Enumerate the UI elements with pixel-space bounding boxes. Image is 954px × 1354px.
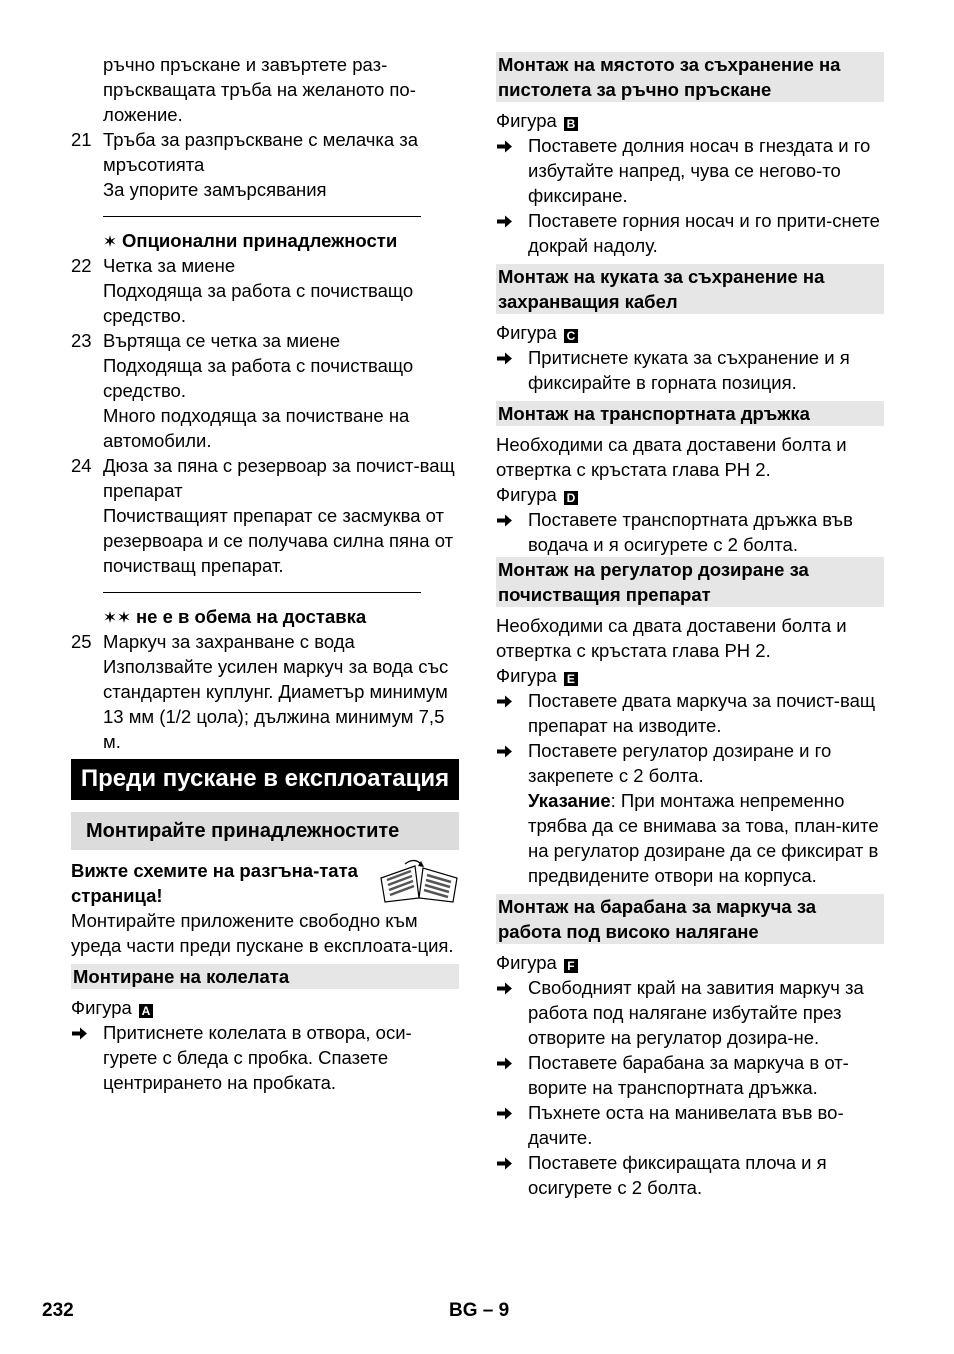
- see-schemes-block: [71, 858, 459, 908]
- figure-ref: Фигура B: [496, 108, 884, 133]
- item-text: Подходяща за работа с почистващо средство.: [103, 355, 414, 401]
- figure-ref: Фигура D: [496, 482, 884, 507]
- arrow-right-icon: [496, 738, 528, 788]
- divider: [103, 216, 421, 217]
- item-text: Почистващият препарат се засмуква от резервоара и се получава силна пяна от почистващ препарат.: [103, 505, 454, 576]
- left-column: [71, 52, 459, 1095]
- step: Пъхнете оста на манивелата във во-дачите.: [496, 1100, 884, 1150]
- item-text: За упорите замърсявания: [103, 179, 327, 200]
- arrow-right-icon: [496, 1050, 528, 1100]
- asterisk-icon: [103, 234, 117, 248]
- section-intro: Необходими са двата доставени болта и отвертка с кръстата глава PH 2.: [496, 615, 847, 661]
- subchapter-title: Монтирайте принадлежностите: [71, 812, 459, 850]
- chapter-title: Преди пускане в експлоатация: [71, 759, 459, 800]
- figure-ref: Фигура A: [71, 995, 459, 1020]
- foldout-book-icon: [377, 858, 459, 904]
- not-included-heading: не е в обема на доставка: [71, 604, 459, 629]
- step: Свободният край на завития маркуч за работа под налягане избутайте през отворите на регулатор дозира-не.: [496, 975, 884, 1050]
- item-number: 22: [71, 255, 92, 276]
- figure-letter-icon: E: [564, 672, 578, 686]
- list-item-22: [71, 253, 459, 278]
- see-schemes-text: Вижте схемите на разгъна-тата страница!: [71, 860, 358, 906]
- asterisk-icon: [117, 610, 131, 624]
- note: Указание: При монтажа непременно трябва да се внимава за това, план-ките на регулатор дозиране да се фиксират в предвидените отвори на корпуса.: [528, 790, 879, 886]
- arrow-right-icon: [496, 975, 528, 1050]
- list-item-21: [71, 127, 459, 177]
- section-heading-wheels: Монтиране на колелата: [71, 964, 459, 989]
- arrow-right-icon: [496, 208, 528, 258]
- section-heading-handle: Монтаж на транспортната дръжка: [496, 401, 884, 426]
- section-heading-dosing: Монтаж на регулатор дозиране за почистващия препарат: [496, 557, 884, 607]
- note-label: Указание: [528, 790, 611, 811]
- step: Поставете горния носач и го прити-снете докрай надолу.: [496, 208, 884, 258]
- step: Притиснете колелата в отвора, оси-гурете с бледа с пробка. Спазете центрирането на пробката.: [71, 1020, 459, 1095]
- item-text: Много подходяща за почистване на автомобили.: [103, 405, 410, 451]
- list-item-24: [71, 453, 459, 503]
- section-intro: Необходими са двата доставени болта и отвертка с кръстата глава PH 2.: [496, 434, 847, 480]
- item-title: Тръба за разпръскване с мелачка за мръсотията: [103, 129, 419, 175]
- item-number: 23: [71, 330, 92, 351]
- item-title: Маркуч за захранване с вода: [103, 631, 355, 652]
- step: Поставете двата маркуча за почист-ващ препарат на изводите.: [496, 688, 884, 738]
- section-heading-cable-hook: Монтаж на куката за съхранение на захранващия кабел: [496, 264, 884, 314]
- continued-text: ръчно пръскане и завъртете раз-пръскващата тръба на желаното по-ложение.: [103, 54, 416, 125]
- figure-letter-icon: D: [564, 491, 578, 505]
- figure-letter-icon: C: [564, 329, 578, 343]
- step: Поставете транспортната дръжка във водача и я осигурете с 2 болта.: [496, 507, 884, 557]
- step: Притиснете куката за съхранение и я фиксирайте в горната позиция.: [496, 345, 884, 395]
- arrow-right-icon: [496, 1150, 528, 1200]
- list-item-25: [71, 629, 459, 654]
- figure-letter-icon: F: [564, 959, 578, 973]
- arrow-right-icon: [496, 133, 528, 208]
- arrow-right-icon: [496, 345, 528, 395]
- figure-letter-icon: A: [139, 1004, 153, 1018]
- step: Поставете барабана за маркуча в от-ворите на транспортната дръжка.: [496, 1050, 884, 1100]
- item-text: Подходяща за работа с почистващо средство.: [103, 280, 414, 326]
- optional-accessories-heading: Опционални принадлежности: [71, 228, 459, 253]
- item-number: 24: [71, 455, 92, 476]
- item-text: Използвайте усилен маркуч за вода със стандартен куплунг. Диаметър минимум 13 мм (1/2 цола); дължина минимум 7,5 м.: [103, 656, 449, 752]
- figure-ref: Фигура E: [496, 663, 884, 688]
- step: Поставете долния носач в гнездата и го избутайте напред, чува се негово-то фиксиране.: [496, 133, 884, 208]
- item-title: Четка за миене: [103, 255, 236, 276]
- figure-ref: Фигура F: [496, 950, 884, 975]
- intro-text: Монтирайте приложените свободно към уреда части преди пускане в експлоата-ция.: [71, 910, 454, 956]
- right-column: [496, 52, 884, 1200]
- section-heading-gun-holder: Монтаж на мястото за съхранение на пистолета за ръчно пръскане: [496, 52, 884, 102]
- arrow-right-icon: [496, 1100, 528, 1150]
- step: Поставете регулатор дозиране и го закрепете с 2 болта.: [496, 738, 884, 788]
- section-heading-drum: Монтаж на барабана за маркуча за работа под високо налягане: [496, 894, 884, 944]
- language-page-label: BG – 9: [449, 1300, 510, 1321]
- page-number: 232: [42, 1300, 74, 1321]
- arrow-right-icon: [496, 507, 528, 557]
- asterisk-icon: [103, 610, 117, 624]
- arrow-right-icon: [71, 1020, 103, 1095]
- figure-letter-icon: B: [564, 117, 578, 131]
- divider: [103, 592, 421, 593]
- arrow-right-icon: [496, 688, 528, 738]
- item-number: 25: [71, 631, 92, 652]
- item-number: 21: [71, 129, 92, 150]
- item-title: Въртяща се четка за миене: [103, 330, 341, 351]
- figure-ref: Фигура C: [496, 320, 884, 345]
- list-item-23: [71, 328, 459, 353]
- item-title: Дюза за пяна с резервоар за почист-ващ препарат: [103, 455, 455, 501]
- step: Поставете фиксиращата плоча и я осигурете с 2 болта.: [496, 1150, 884, 1200]
